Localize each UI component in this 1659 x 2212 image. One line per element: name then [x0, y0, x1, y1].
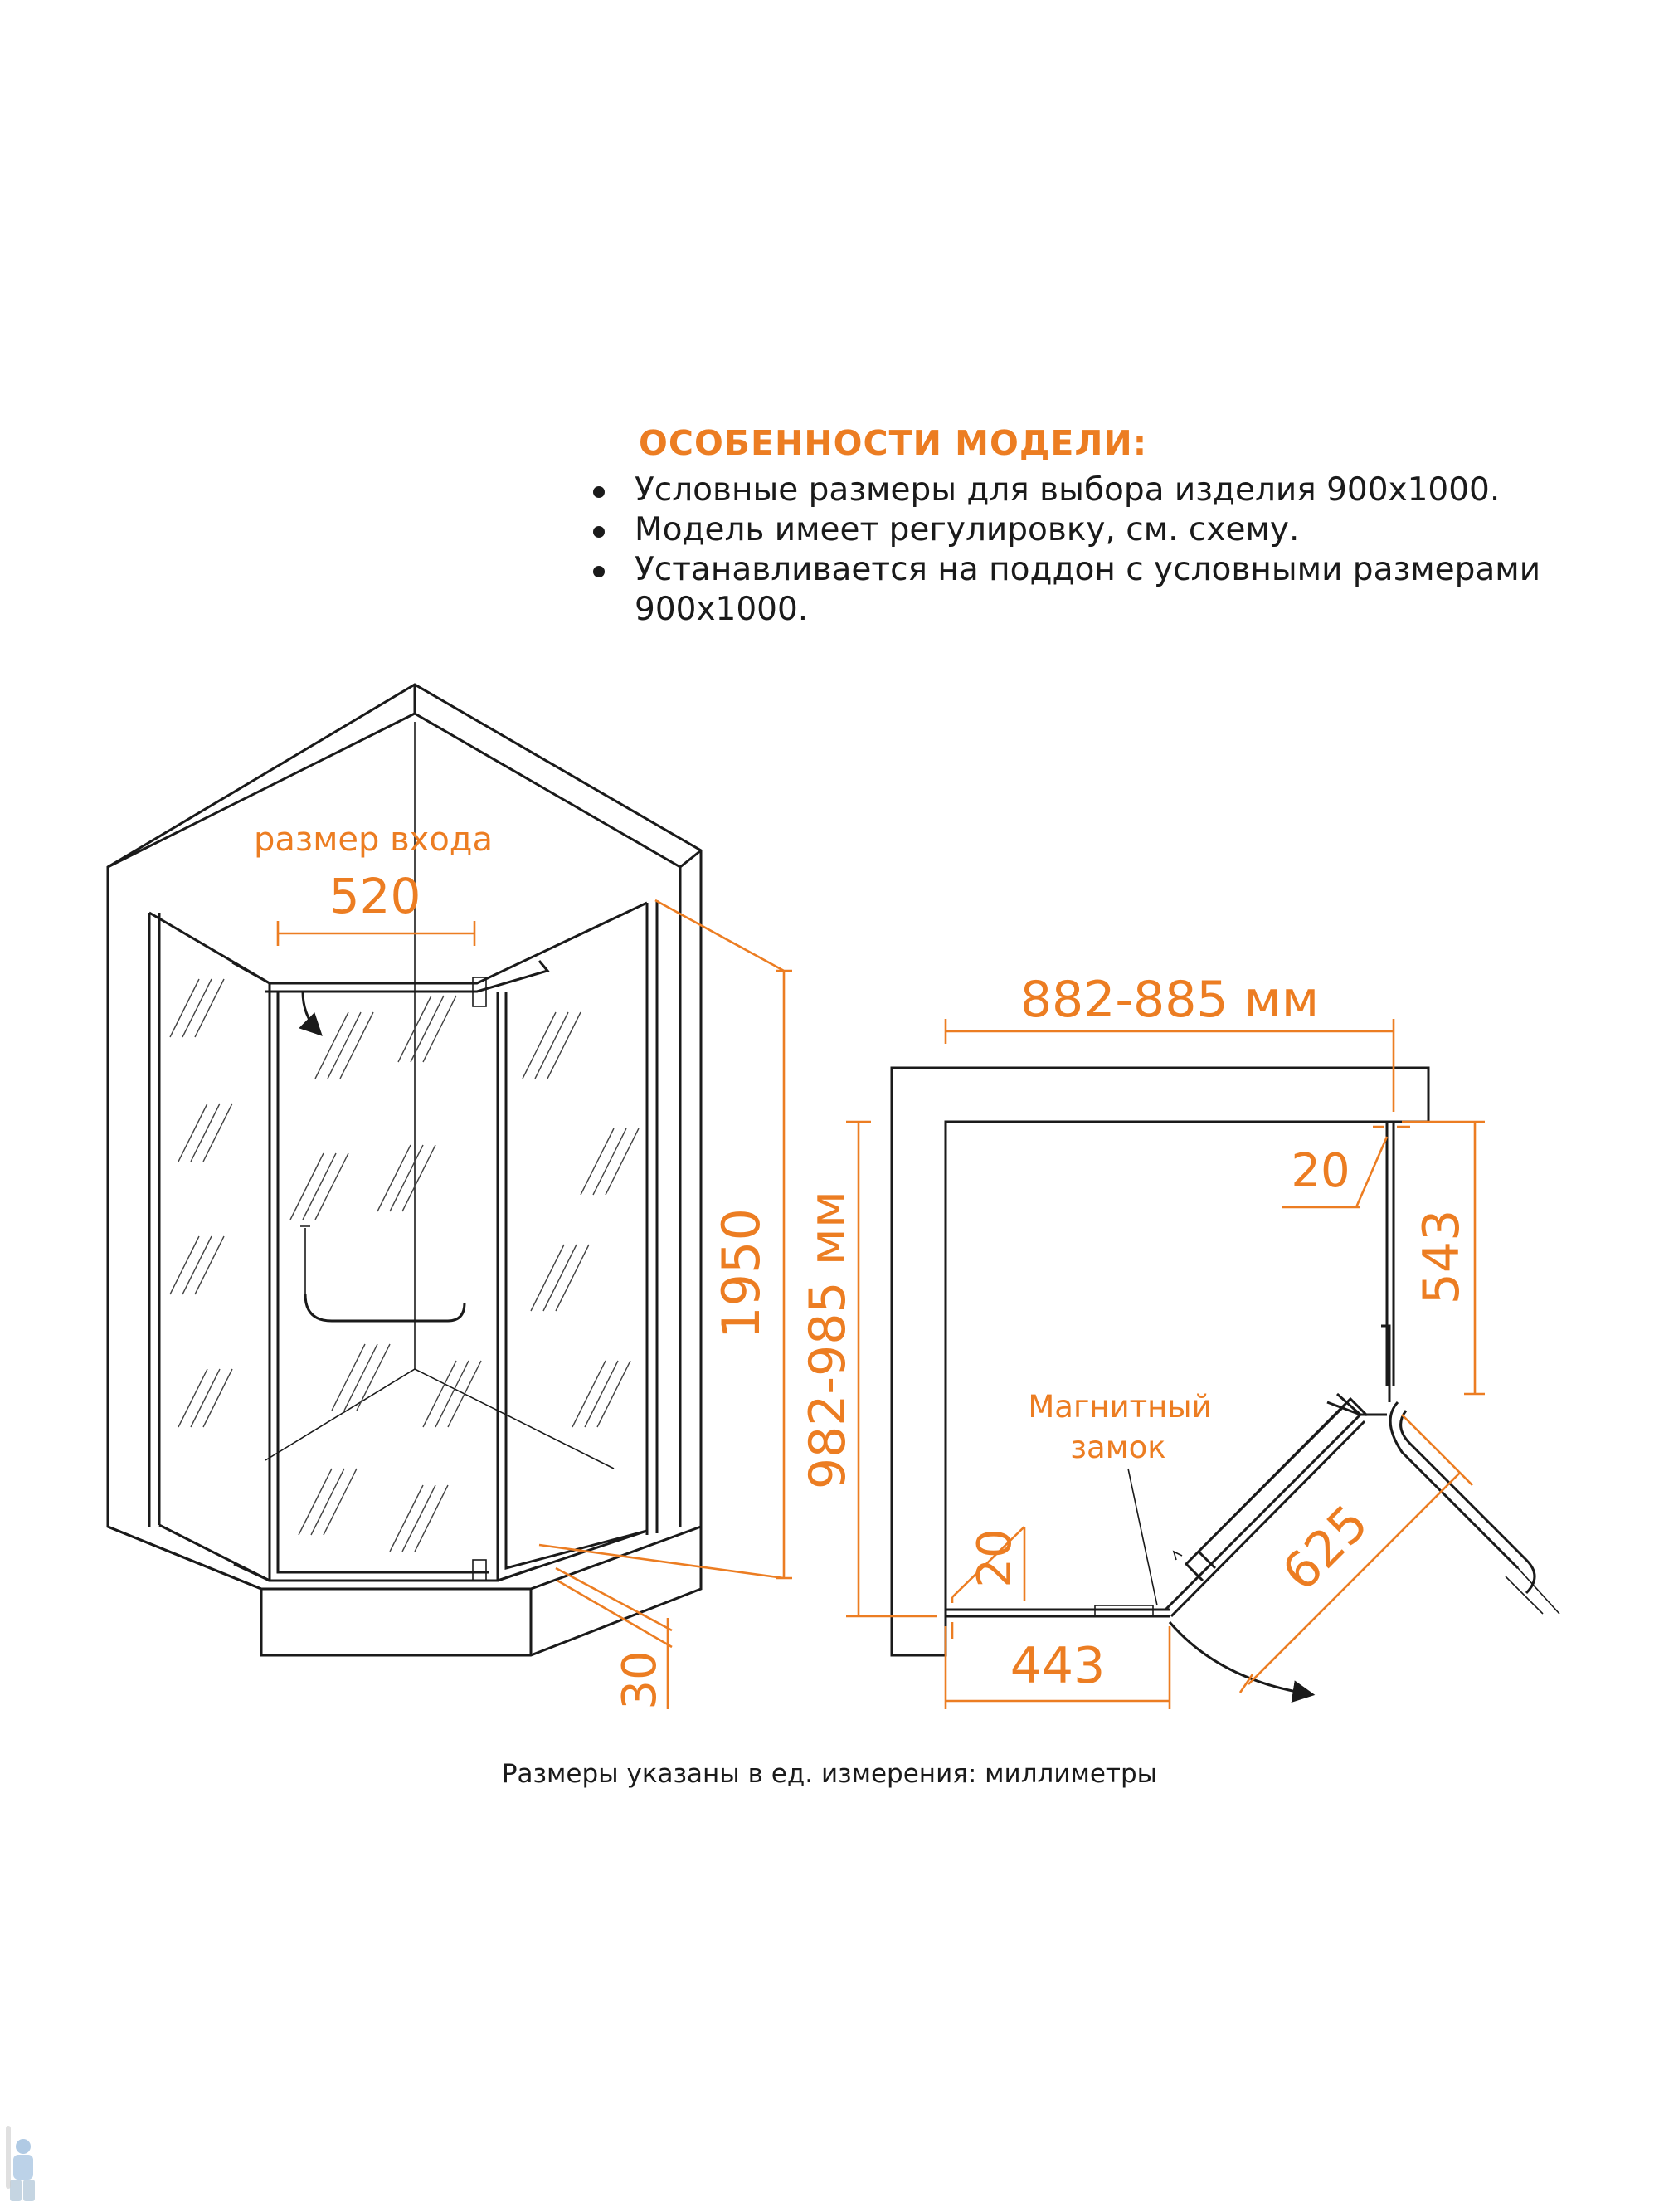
glass-hatching: [170, 979, 639, 1552]
side-panel-caps: [1381, 1122, 1398, 1402]
brand-watermark-icon: [0, 2124, 17, 2190]
top-rail-inner: [232, 961, 547, 992]
footnote: Размеры указаны в ед. измерения: миллиметры: [501, 1759, 1158, 1789]
feature-item: Условные размеры для выбора изделия 900x1000.: [585, 470, 1605, 510]
entrance-width: 520: [328, 868, 421, 924]
floor-left: [265, 1369, 415, 1460]
front-view: [108, 685, 792, 1710]
corner-stub: [1174, 1552, 1182, 1560]
handle-post: [300, 1226, 310, 1294]
door-width-value: 625: [1271, 1493, 1380, 1603]
plan-view: [799, 971, 1559, 1709]
width-value: 882-885 мм: [1019, 971, 1320, 1029]
bottom-panel: [946, 1610, 1170, 1616]
door-handle-icon: [305, 1294, 465, 1321]
bottom-panel-value: 443: [1010, 1637, 1106, 1695]
magnet-label-line1: Магнитный: [1028, 1389, 1212, 1425]
dim-width-line: [946, 1019, 1394, 1112]
outer-handle-icon: [1390, 1402, 1535, 1593]
top-gap-value: 20: [1291, 1144, 1350, 1198]
magnet-leader: [1128, 1469, 1157, 1605]
bottom-gap-value: 20: [968, 1528, 1022, 1588]
hinge-bottom: [473, 1560, 486, 1581]
feature-item: Устанавливается на поддон с условными размерами 900x1000.: [585, 550, 1605, 630]
door-swing-arrow-icon: [303, 992, 319, 1033]
side-panel-value: 543: [1413, 1209, 1471, 1305]
door-inner: [278, 992, 489, 1572]
magnet-label-line2: замок: [1070, 1430, 1166, 1465]
tray-height-value: 30: [613, 1650, 667, 1710]
height-value: 1950: [711, 1208, 771, 1339]
entrance-label: размер входа: [254, 821, 493, 859]
features-title: ОСОБЕННОСТИ МОДЕЛИ:: [639, 423, 1148, 463]
feature-item: Модель имеет регулировку, см. схему.: [585, 510, 1605, 550]
depth-value: 982-985 мм: [799, 1190, 857, 1490]
outer-handle-end: [1506, 1568, 1559, 1614]
dim-entrance-line: [278, 921, 474, 946]
door-swing-icon: [1170, 1622, 1311, 1694]
door-frame: [270, 983, 498, 1581]
right-fixed-panel: [506, 992, 647, 1568]
